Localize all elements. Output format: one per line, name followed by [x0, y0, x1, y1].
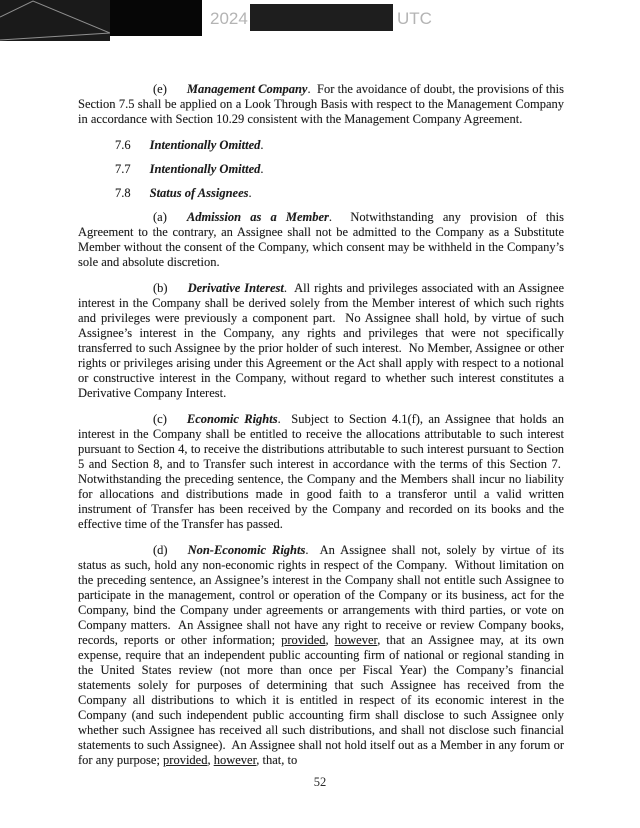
- text-run: provided: [163, 753, 208, 767]
- text-run: . Notwithstanding any provision of this Agreement to the contrary, an Assignee shall not be admitted to the Company as a Substitute Member without the consent of the Company, which consent may be withheld in the Company’s sole and absolute discretion.: [78, 210, 564, 269]
- paragraph-heading: Management Company: [186, 82, 308, 96]
- redacted-logo-image: [0, 0, 110, 41]
- subparagraph-c: [78, 412, 564, 532]
- section-tail: .: [260, 162, 264, 176]
- section-tail: .: [260, 138, 264, 152]
- paragraph-heading: Non-Economic Rights: [187, 543, 306, 557]
- section-tail: .: [248, 186, 252, 200]
- paragraph-heading: Admission as a Member: [186, 210, 329, 224]
- text-run: however: [334, 633, 378, 647]
- text-run: provided: [281, 633, 326, 647]
- paragraph-tag: (d): [153, 543, 168, 557]
- text-run: however: [213, 753, 257, 767]
- paragraph-tag: (c): [153, 412, 167, 426]
- redaction-box-left: [110, 0, 202, 36]
- timestamp-year-text: 2024: [210, 9, 248, 28]
- text-run: . Subject to Section 4.1(f), an Assignee that holds an interest in the Company shall be entitled to receive the allocations attributable to such interest pursuant to Section 4, to receive the distributions attributable to such interest pursuant to Section 5 and Section 8, and to Transfer such interest in accordance with the terms of this Section 7. Notwithstanding the preceding sentence, the Company and the Members shall incur no liability for allocations and distributions made in good faith to a transferor until a valid written instrument of Transfer has been received by the Company and recorded on its books and the effective time of the Transfer has passed.: [78, 412, 565, 531]
- section-number: 7.6: [115, 138, 131, 152]
- text-run: , that an Assignee may, at its own expense, require that an independent public accounting firm of national or regional standing in the United States review (not more than once per Fiscal Year) the Company’s financial statements solely for purposes of determining that such Assignee has received from the Company all distributions to which it is entitled in respect of its economic interest in the Company (and such independent public accounting firm shall disclose to such Assignee only whether such Assignee has received all such distributions, and shall not disclose such financial statements to such Assignee). An Assignee shall not hold itself out as a Member in any forum or for any purpose;: [78, 633, 565, 767]
- section-number: 7.8: [115, 186, 131, 200]
- section-heading: Intentionally Omitted: [149, 162, 261, 176]
- subparagraph-d: [78, 543, 564, 768]
- section-item-7.6: [78, 138, 564, 153]
- document-body: [78, 82, 564, 779]
- subparagraph-e: [78, 82, 564, 127]
- paragraph-heading: Economic Rights: [186, 412, 278, 426]
- section-item-7.7: [78, 162, 564, 177]
- timestamp-redaction-bar: [250, 4, 393, 31]
- text-run: , that, to: [256, 753, 298, 767]
- section-heading: Intentionally Omitted: [149, 138, 261, 152]
- subparagraph-b: [78, 281, 564, 401]
- subparagraph-a: [78, 210, 564, 270]
- text-run: ,: [207, 753, 214, 767]
- text-run: ,: [325, 633, 335, 647]
- section-heading: Status of Assignees: [149, 186, 249, 200]
- paragraph-tag: (a): [153, 210, 167, 224]
- paragraph-tag: (b): [153, 281, 168, 295]
- scan-header: [0, 0, 640, 42]
- paragraph-heading: Derivative Interest: [187, 281, 284, 295]
- section-item-7.8: [78, 186, 564, 201]
- text-run: . For the avoidance of doubt, the provisions of this Section 7.5 shall be applied on a Look Through Basis with respect to the Management Company in accordance with Section 10.29 consistent with the Management Company Agreement.: [78, 82, 564, 126]
- broken-image-lines: [0, 0, 110, 41]
- page-number: 52: [313, 775, 327, 789]
- text-run: . An Assignee shall not, solely by virtue of its status as such, hold any non-economic rights in respect of the Company. Without limitation on the preceding sentence, an Assignee’s interest in the Company shall not entitle such Assignee to participate in the management, control or operation of the Company or its business, act for the Company, bind the Company under agreements or arrangements with third parties, or vote on Company matters. An Assignee shall not have any right to receive or review Company books, records, reports or other information;: [78, 543, 564, 647]
- text-run: . All rights and privileges associated with an Assignee interest in the Company shall be derived solely from the Member interest of which such rights and privileges were previously a component part. No Assignee shall hold, by virtue of such Assignee’s interest in the Company, any rights and privileges that were not specifically transferred to such Assignee by the prior holder of such interest. No Member, Assignee or other rights or privileges arising under this Agreement or the Act shall apply with respect to a notional or constructive interest in the Company, without regard to whether such interest constitutes a Derivative Company Interest.: [78, 281, 564, 400]
- timestamp-utc-text: UTC: [397, 9, 432, 28]
- section-number: 7.7: [115, 162, 131, 176]
- paragraph-tag: (e): [153, 82, 167, 96]
